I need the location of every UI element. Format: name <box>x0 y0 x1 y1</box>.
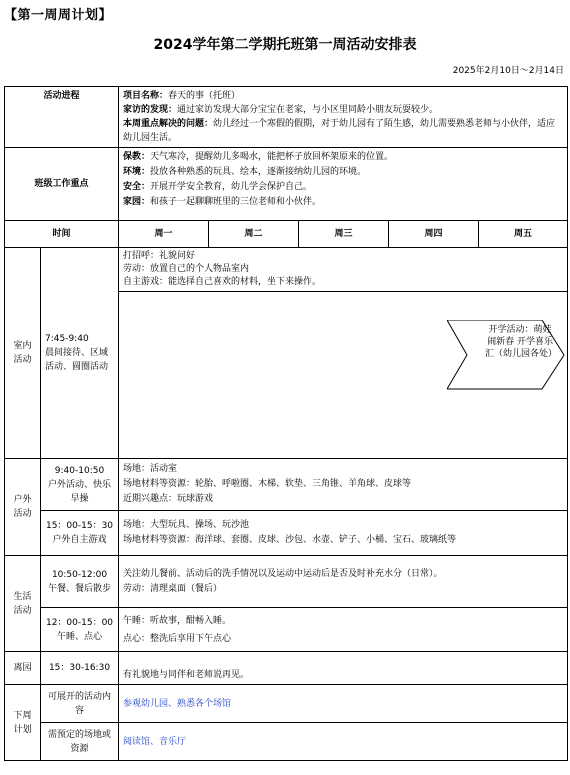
outdoor-afternoon-materials: 场地材料等资源：海洋球、套圈、皮球、沙包、水壶、铲子、小桶、宝石、玻璃纸等 <box>123 535 457 545</box>
next-week-venue-label: 需预定的场地或资源 <box>41 723 119 761</box>
indoor-line-greeting: 打招呼：礼貌问好 <box>123 251 196 261</box>
leave-text: 有礼貌地与同伴和老师说再见。 <box>119 652 568 685</box>
activity-progress-content <box>119 87 568 148</box>
focus-home-label: 家园： <box>123 197 151 207</box>
opening-activity-callout: 开学活动：萌娃闹新春 开学喜乐汇（幼儿园各处） <box>485 325 558 359</box>
life-meal-content <box>119 556 568 608</box>
life-meal-time: 10:50-12:00 午餐、餐后散步 <box>41 556 119 608</box>
class-focus-label: 班级工作重点 <box>5 148 119 221</box>
leave-label: 离园 <box>5 652 41 685</box>
indoor-line-labor: 劳动：放置自己的个人物品室内 <box>123 264 250 274</box>
leave-time: 15：30-16:30 <box>41 652 119 685</box>
outdoor-morning-venue: 场地：活动室 <box>123 464 178 474</box>
week-issue-label: 本周重点解决的问题： <box>123 119 214 129</box>
indoor-time: 7:45-9:40 晨间接待、区域活动、圆圈活动 <box>41 248 119 459</box>
indoor-line-free-play: 自主游戏：能选择自己喜欢的材料，坐下来操作。 <box>123 277 322 287</box>
life-nap-sleep: 午睡：听故事，酣畅入睡。 <box>123 615 232 626</box>
focus-home-text: 和孩子一起聊聊班里的三位老师和小伙伴。 <box>150 197 322 207</box>
indoor-callout-cell <box>119 292 568 459</box>
next-week-activities: 参观幼儿园、熟悉各个场馆 <box>119 685 568 723</box>
outdoor-afternoon-content <box>119 511 568 556</box>
life-label: 生活 活动 <box>5 556 41 652</box>
day-header-fri: 周五 <box>479 221 568 248</box>
focus-care-label: 保教： <box>123 152 151 162</box>
life-meal-labor: 劳动：清理桌面（餐后） <box>123 583 223 594</box>
day-header-wed: 周三 <box>299 221 389 248</box>
home-visit-label: 家访的发现： <box>123 105 178 115</box>
indoor-content <box>119 248 568 292</box>
outdoor-morning-content <box>119 459 568 511</box>
outdoor-label: 户外 活动 <box>5 459 41 556</box>
project-name-label: 项目名称： <box>123 91 169 101</box>
home-visit-text: 通过家访发现大部分宝宝在老家，与小区里同龄小朋友玩耍较少。 <box>177 105 439 115</box>
project-name: 春天的事（托班） <box>168 91 241 101</box>
life-nap-content <box>119 608 568 652</box>
day-header-tue: 周二 <box>209 221 299 248</box>
date-range: 2025年2月10日～2月14日 <box>452 66 564 76</box>
next-week-label: 下周 计划 <box>5 685 41 761</box>
schedule-table <box>4 86 568 761</box>
plan-heading: 【第一周周计划】 <box>4 8 113 23</box>
life-nap-time: 12：00-15：00 午睡、点心 <box>41 608 119 652</box>
outdoor-morning-interest: 近期兴趣点：玩球游戏 <box>123 494 214 504</box>
indoor-label: 室内 活动 <box>5 248 41 459</box>
focus-care-text: 天气寒冷，提醒幼儿多喝水，能把杯子放回杯架原来的位置。 <box>150 152 394 162</box>
activity-progress-label: 活动进程 <box>5 87 119 148</box>
focus-safety-text: 开展开学安全教育，幼儿学会保护自己。 <box>150 182 313 192</box>
next-week-venue: 阅读馆、音乐厅 <box>119 723 568 761</box>
life-nap-snack: 点心：整洗后享用下午点心 <box>123 633 232 644</box>
page-title: 2024学年第二学期托班第一周活动安排表 <box>153 37 417 53</box>
next-week-activities-label: 可展开的活动内容 <box>41 685 119 723</box>
outdoor-afternoon-venue: 场地：大型玩具、操场、玩沙池 <box>123 520 250 530</box>
focus-environment-label: 环境： <box>123 167 151 177</box>
focus-safety-label: 安全： <box>123 182 151 192</box>
life-meal-handwash: 关注幼儿餐前、活动后的洗手情况以及运动中运动后是否及时补充水分（日常）。 <box>123 568 443 579</box>
day-header-thu: 周四 <box>389 221 479 248</box>
focus-environment-text: 投放各种熟悉的玩具、绘本，逐渐接纳幼儿园的环境。 <box>150 167 367 177</box>
outdoor-morning-time: 9:40-10:50 户外活动、快乐早操 <box>41 459 119 511</box>
time-header: 时间 <box>5 221 119 248</box>
week-issue-text: 幼儿经过一个寒假的假期，对于幼儿园有了陌生感，幼儿需要熟悉老师与小伙伴，适应幼儿园生活。 <box>123 119 556 143</box>
day-header-mon: 周一 <box>119 221 209 248</box>
outdoor-afternoon-time: 15：00-15：30 户外自主游戏 <box>41 511 119 556</box>
outdoor-morning-materials: 场地材料等资源：轮胎、呼啦圈、木梯、软垫、三角锥、羊角球、皮球等 <box>123 479 412 489</box>
class-focus-content <box>119 148 568 221</box>
